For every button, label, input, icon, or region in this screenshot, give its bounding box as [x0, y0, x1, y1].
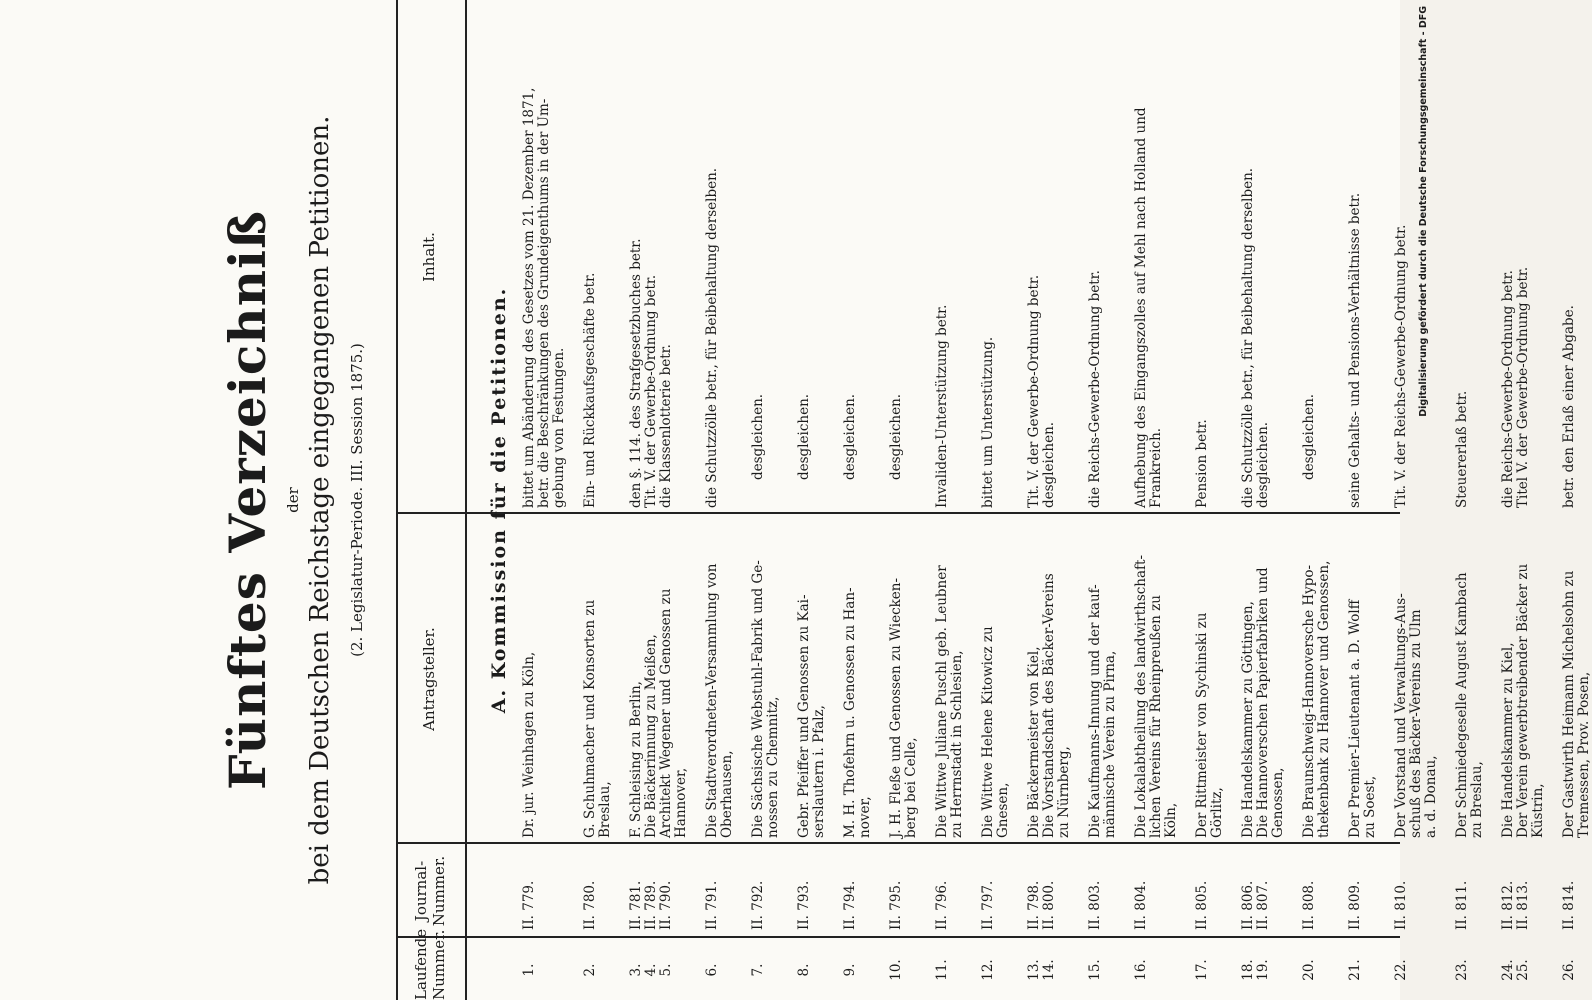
- inhalt-line: den §. 114. des Strafgesetzbuches betr.: [628, 238, 644, 508]
- inhalt-line: Ein- und Rückkaufsgeschäfte betr.: [582, 272, 598, 508]
- antragsteller-line: M. H. Thofehrn u. Genossen zu Han-: [842, 587, 858, 838]
- antragsteller-line: Die Braunschweig-Hannoversche Hypo-: [1301, 564, 1317, 838]
- antragsteller-line: Die Kaufmanns-Innung und der kauf-: [1087, 584, 1103, 838]
- journal-nummer-line: II. 795.: [888, 880, 904, 930]
- antragsteller: [751, 518, 781, 838]
- laufende-nummer: [1134, 940, 1149, 1000]
- antragsteller: [1195, 518, 1225, 838]
- laufende-nummer: [1394, 940, 1409, 1000]
- antragsteller: [1562, 518, 1592, 838]
- journal-nummer-line: II. 789.: [643, 880, 659, 930]
- antragsteller-line: berg bei Celle,: [903, 737, 919, 838]
- antragsteller-line: männische Verein zu Pirna,: [1102, 650, 1118, 838]
- antragsteller-line: Dr. jur. Weinhagen zu Köln,: [521, 651, 537, 838]
- antragsteller-line: Die Lokalabtheilung des landwirthschaft-: [1133, 554, 1149, 838]
- laufende-nummer: [1455, 940, 1470, 1000]
- laufende-nummer: [751, 940, 766, 1000]
- journal-nummer-line: II. 803.: [1087, 880, 1103, 930]
- journal-nummer: [1348, 848, 1363, 930]
- journal-nummer: [1501, 848, 1531, 930]
- antragsteller-line: zu Soest,: [1362, 775, 1378, 838]
- journal-nummer: [1088, 848, 1103, 930]
- antragsteller: [1302, 518, 1332, 838]
- title-der: der: [284, 487, 302, 513]
- laufende-nummer: [1501, 940, 1531, 1000]
- antragsteller-line: Köln,: [1163, 802, 1179, 838]
- journal-nummer-line: II. 794.: [842, 880, 858, 930]
- journal-nummer: [889, 848, 904, 930]
- antragsteller-line: G. Schuhmacher und Konsorten zu: [582, 599, 598, 838]
- inhalt: [1348, 8, 1363, 508]
- laufende-nummer: [1027, 940, 1057, 1000]
- antragsteller-line: Der Verein gewerbtreibender Bäcker zu: [1515, 563, 1531, 838]
- antragsteller-line: Tremessen, Prov. Posen,: [1576, 671, 1592, 838]
- inhalt-line: Frankreich.: [1148, 427, 1164, 508]
- antragsteller-line: zu Nürnberg,: [1056, 746, 1072, 838]
- antragsteller: [1027, 518, 1072, 838]
- column-divider-1: [396, 937, 1400, 939]
- journal-nummer-line: II. 813.: [1515, 880, 1531, 930]
- laufende-nummer: [889, 940, 904, 1000]
- inhalt-line: desgleichen.: [888, 393, 904, 480]
- laufende-nummer: [797, 940, 812, 1000]
- antragsteller-line: lichen Vereins für Rheinpreußen zu: [1148, 595, 1164, 838]
- laufende-nummer: [1195, 940, 1210, 1000]
- inhalt-line: Invaliden-Unterstützung betr.: [934, 304, 950, 508]
- inhalt-line: bittet um Abänderung des Gesetzes vom 21. Dezember 1871,: [521, 87, 537, 508]
- inhalt-line: die Schutzzölle betr., für Beibehaltung derselben.: [704, 167, 720, 508]
- antragsteller-line: Görlitz,: [1209, 787, 1225, 838]
- antragsteller-line: nover,: [857, 796, 873, 838]
- inhalt: [981, 8, 996, 508]
- laufende-nummer: [1241, 940, 1271, 1000]
- inhalt-line: desgleichen.: [796, 393, 812, 480]
- antragsteller-line: schuß des Bäcker-Vereins zu Ulm: [1408, 609, 1424, 838]
- laufende-nummer: [1302, 940, 1317, 1000]
- inhalt-line: desgleichen.: [1255, 421, 1271, 508]
- laufende-nummer-line: 4.: [643, 963, 659, 977]
- laufende-nummer: [981, 940, 996, 1000]
- laufende-nummer: [1562, 940, 1577, 1000]
- journal-nummer-line: II. 780.: [582, 880, 598, 930]
- laufende-nummer-line: 13.: [1026, 959, 1042, 981]
- header-inhalt: Inhalt.: [420, 232, 438, 282]
- inhalt-line: Aufhebung des Eingangszolles auf Mehl nach Holland und: [1133, 107, 1149, 508]
- antragsteller-line: Küstrin,: [1530, 783, 1546, 838]
- journal-nummer: [705, 848, 720, 930]
- inhalt-line: Steuererlaß betr.: [1454, 390, 1470, 508]
- journal-nummer: [1455, 848, 1470, 930]
- laufende-nummer-line: 19.: [1255, 959, 1271, 981]
- antragsteller-line: Oberhausen,: [719, 750, 735, 838]
- antragsteller-line: Der Gastwirth Heimann Michelsohn zu: [1561, 570, 1577, 838]
- antragsteller-line: Die Sächsische Webstuhl-Fabrik und Ge-: [750, 560, 766, 838]
- journal-nummer: [843, 848, 858, 930]
- journal-nummer: [1562, 848, 1577, 930]
- journal-nummer-line: II. 809.: [1347, 880, 1363, 930]
- journal-nummer-line: II. 807.: [1255, 880, 1271, 930]
- inhalt-line: die Klassenlotterie betr.: [658, 344, 674, 508]
- journal-nummer-line: II. 798.: [1026, 880, 1042, 930]
- session-info: (2. Legislatur-Periode. III. Session 1875.): [348, 343, 366, 657]
- inhalt: [522, 8, 567, 508]
- laufende-nummer: [1088, 940, 1103, 1000]
- journal-nummer-line: II. 781.: [628, 880, 644, 930]
- inhalt-line: Tit. V. der Gewerbe-Ordnung betr.: [643, 274, 659, 508]
- laufende-nummer-line: 2.: [582, 963, 598, 977]
- journal-nummer: [1241, 848, 1271, 930]
- laufende-nummer: [935, 940, 950, 1000]
- column-divider-3: [396, 513, 1400, 515]
- journal-nummer: [751, 848, 766, 930]
- laufende-nummer-line: 5.: [658, 963, 674, 977]
- inhalt: [1134, 8, 1164, 508]
- journal-nummer: [1195, 848, 1210, 930]
- laufende-nummer: [843, 940, 858, 1000]
- table-top-rule: [396, 0, 398, 1000]
- antragsteller: [1394, 518, 1439, 838]
- journal-nummer-line: II. 791.: [704, 880, 720, 930]
- inhalt-line: die Schutzzölle betr., für Beibehaltung derselben.: [1240, 167, 1256, 508]
- inhalt: [889, 8, 904, 508]
- antragsteller-line: Der Rittmeister von Sychinski zu: [1194, 612, 1210, 838]
- laufende-nummer: [1348, 940, 1363, 1000]
- laufende-nummer: [583, 940, 598, 1000]
- journal-nummer-line: II. 779.: [521, 880, 537, 930]
- inhalt-line: Tit. V. der Gewerbe-Ordnung betr.: [1026, 274, 1042, 508]
- laufende-nummer-line: 24.: [1500, 959, 1516, 981]
- inhalt: [629, 8, 674, 508]
- journal-nummer-line: II. 796.: [934, 880, 950, 930]
- inhalt-line: desgleichen.: [842, 393, 858, 480]
- journal-nummer: [935, 848, 950, 930]
- journal-nummer-line: II. 800.: [1041, 880, 1057, 930]
- antragsteller-line: Die Stadtverordneten-Versammlung von: [704, 563, 720, 838]
- laufende-nummer-line: 26.: [1561, 959, 1577, 981]
- antragsteller: [705, 518, 735, 838]
- inhalt-line: desgleichen.: [750, 393, 766, 480]
- laufende-nummer-line: 1.: [521, 963, 537, 977]
- laufende-nummer: [705, 940, 720, 1000]
- inhalt-line: betr. die Beschränkungen des Grundeigenthums in der Um-: [536, 98, 552, 508]
- antragsteller: [583, 518, 613, 838]
- inhalt-line: die Reichs-Gewerbe-Ordnung betr.: [1500, 270, 1516, 508]
- laufende-nummer-line: 21.: [1347, 959, 1363, 981]
- inhalt-line: desgleichen.: [1041, 421, 1057, 508]
- laufende-nummer-line: 14.: [1041, 959, 1057, 981]
- laufende-nummer-line: 18.: [1240, 959, 1256, 981]
- laufende-nummer-line: 6.: [704, 963, 720, 977]
- antragsteller-line: Die Wittwe Helene Kitowicz zu: [980, 626, 996, 838]
- inhalt-line: seine Gehalts- und Pensions-Verhältnisse betr.: [1347, 192, 1363, 508]
- journal-nummer: [1134, 848, 1149, 930]
- journal-nummer: [629, 848, 674, 930]
- antragsteller-line: Der Schmiedegeselle August Kambach: [1454, 572, 1470, 838]
- laufende-nummer-line: 9.: [842, 963, 858, 977]
- antragsteller: [1241, 518, 1286, 838]
- inhalt-line: desgleichen.: [1301, 393, 1317, 480]
- antragsteller-line: Gebr. Pfeiffer und Genossen zu Kai-: [796, 594, 812, 838]
- inhalt: [1394, 8, 1409, 508]
- header-journal-nummer: Journal-Nummer.: [412, 855, 448, 927]
- inhalt-line: bittet um Unterstützung.: [980, 336, 996, 508]
- laufende-nummer-line: 8.: [796, 963, 812, 977]
- inhalt-line: Pension betr.: [1194, 419, 1210, 508]
- journal-nummer: [1027, 848, 1057, 930]
- table-header-rule: [465, 0, 467, 1000]
- antragsteller: [843, 518, 873, 838]
- journal-nummer-line: II. 812.: [1500, 880, 1516, 930]
- journal-nummer-line: II. 808.: [1301, 880, 1317, 930]
- antragsteller-line: J. H. Fleße und Genossen zu Wiecken-: [888, 577, 904, 838]
- antragsteller-line: Die Bäckerinnung zu Meißen,: [643, 634, 659, 838]
- antragsteller: [1088, 518, 1118, 838]
- laufende-nummer: [629, 940, 674, 1000]
- journal-nummer-line: II. 790.: [658, 880, 674, 930]
- journal-nummer: [522, 848, 537, 930]
- digitization-note-text: Digitalisierung gefördert durch die Deutsche Forschungsgemeinschaft - DFG: [1418, 6, 1429, 417]
- inhalt: [1501, 8, 1531, 508]
- laufende-nummer-line: 16.: [1133, 959, 1149, 981]
- journal-nummer-line: II. 793.: [796, 880, 812, 930]
- laufende-nummer-line: 25.: [1515, 959, 1531, 981]
- laufende-nummer: [522, 940, 537, 1000]
- journal-nummer-line: II. 797.: [980, 880, 996, 930]
- inhalt: [1088, 8, 1103, 508]
- inhalt: [751, 8, 766, 508]
- inhalt: [705, 8, 720, 508]
- antragsteller-line: Architekt Wegener und Genossen zu: [658, 588, 674, 838]
- inhalt: [843, 8, 858, 508]
- antragsteller-line: Die Handelskammer zu Kiel,: [1500, 642, 1516, 838]
- antragsteller-line: Die Wittwe Juliane Puschl geb. Leubner: [934, 565, 950, 838]
- inhalt: [583, 8, 598, 508]
- antragsteller: [935, 518, 965, 838]
- antragsteller-line: zu Herrnstadt in Schlesien,: [949, 650, 965, 838]
- antragsteller-line: Die Hannoverschen Papierfabriken und: [1255, 567, 1271, 838]
- antragsteller-line: Hannover,: [673, 767, 689, 838]
- section-heading: A. Kommission für die Petitionen.: [488, 286, 510, 714]
- journal-nummer-line: II. 804.: [1133, 880, 1149, 930]
- laufende-nummer-line: 11.: [934, 959, 950, 981]
- antragsteller: [797, 518, 827, 838]
- journal-nummer-line: II. 792.: [750, 880, 766, 930]
- inhalt-line: Tit. V. der Reichs-Gewerbe-Ordnung betr.: [1393, 224, 1409, 508]
- antragsteller: [981, 518, 1011, 838]
- digitization-note: [1418, 0, 1432, 1000]
- inhalt-line: Titel V. der Gewerbe-Ordnung betr.: [1515, 266, 1531, 508]
- journal-nummer-line: II. 805.: [1194, 880, 1210, 930]
- antragsteller-line: F. Schleising zu Berlin,: [628, 681, 644, 838]
- antragsteller: [1134, 518, 1179, 838]
- journal-nummer-line: II. 811.: [1454, 880, 1470, 930]
- inhalt: [797, 8, 812, 508]
- laufende-nummer-line: 3.: [628, 963, 644, 977]
- laufende-nummer-line: 22.: [1393, 959, 1409, 981]
- inhalt: [1027, 8, 1057, 508]
- antragsteller: [1501, 518, 1546, 838]
- inhalt: [1195, 8, 1210, 508]
- antragsteller-line: nossen zu Chemnitz,: [765, 696, 781, 838]
- inhalt-line: die Reichs-Gewerbe-Ordnung betr.: [1087, 270, 1103, 508]
- journal-nummer-line: II. 810.: [1393, 880, 1409, 930]
- laufende-nummer-line: 20.: [1301, 959, 1317, 981]
- antragsteller: [629, 518, 689, 838]
- journal-nummer: [797, 848, 812, 930]
- laufende-nummer-line: 17.: [1194, 959, 1210, 981]
- journal-nummer: [1394, 848, 1409, 930]
- journal-nummer-line: II. 814.: [1561, 880, 1577, 930]
- laufende-nummer-line: 23.: [1454, 959, 1470, 981]
- inhalt-line: gebung von Festungen.: [551, 347, 567, 508]
- journal-nummer-line: II. 806.: [1240, 880, 1256, 930]
- antragsteller-line: Die Bäckermeister von Kiel,: [1026, 646, 1042, 838]
- antragsteller: [1455, 518, 1485, 838]
- antragsteller-line: serslautern i. Pfalz,: [811, 705, 827, 838]
- antragsteller-line: Der Premier-Lieutenant a. D. Wolff: [1347, 599, 1363, 838]
- antragsteller-line: Gnesen,: [995, 782, 1011, 838]
- column-divider-2: [396, 843, 1400, 845]
- header-antragsteller: Antragsteller.: [420, 627, 438, 731]
- antragsteller: [889, 518, 919, 838]
- antragsteller-line: Die Vorstandschaft des Bäcker-Vereins: [1041, 573, 1057, 838]
- laufende-nummer-line: 12.: [980, 959, 996, 981]
- antragsteller-line: a. d. Donau,: [1423, 755, 1439, 838]
- laufende-nummer-line: 15.: [1087, 959, 1103, 981]
- document-title: Fünftes Verzeichniß: [218, 210, 277, 790]
- antragsteller-line: Die Handelskammer zu Göttingen,: [1240, 601, 1256, 838]
- antragsteller-line: thekenbank zu Hannover und Genossen,: [1316, 560, 1332, 838]
- inhalt: [1302, 8, 1317, 508]
- journal-nummer: [583, 848, 598, 930]
- antragsteller-line: zu Breslau,: [1469, 761, 1485, 838]
- document-subtitle: bei dem Deutschen Reichstage eingegangenen Petitionen.: [305, 115, 335, 885]
- inhalt: [1562, 8, 1577, 508]
- journal-nummer: [1302, 848, 1317, 930]
- laufende-nummer-line: 7.: [750, 963, 766, 977]
- laufende-nummer-line: 10.: [888, 959, 904, 981]
- antragsteller-line: Genossen,: [1270, 767, 1286, 838]
- inhalt-line: betr. den Erlaß einer Abgabe.: [1561, 305, 1577, 508]
- inhalt: [935, 8, 950, 508]
- header-laufende-nummer: Laufende Nummer.: [412, 928, 448, 1000]
- antragsteller: [522, 518, 537, 838]
- inhalt: [1241, 8, 1271, 508]
- antragsteller-line: Der Vorstand und Verwaltungs-Aus-: [1393, 593, 1409, 838]
- inhalt: [1455, 8, 1470, 508]
- antragsteller-line: Breslau,: [597, 781, 613, 838]
- journal-nummer: [981, 848, 996, 930]
- antragsteller: [1348, 518, 1378, 838]
